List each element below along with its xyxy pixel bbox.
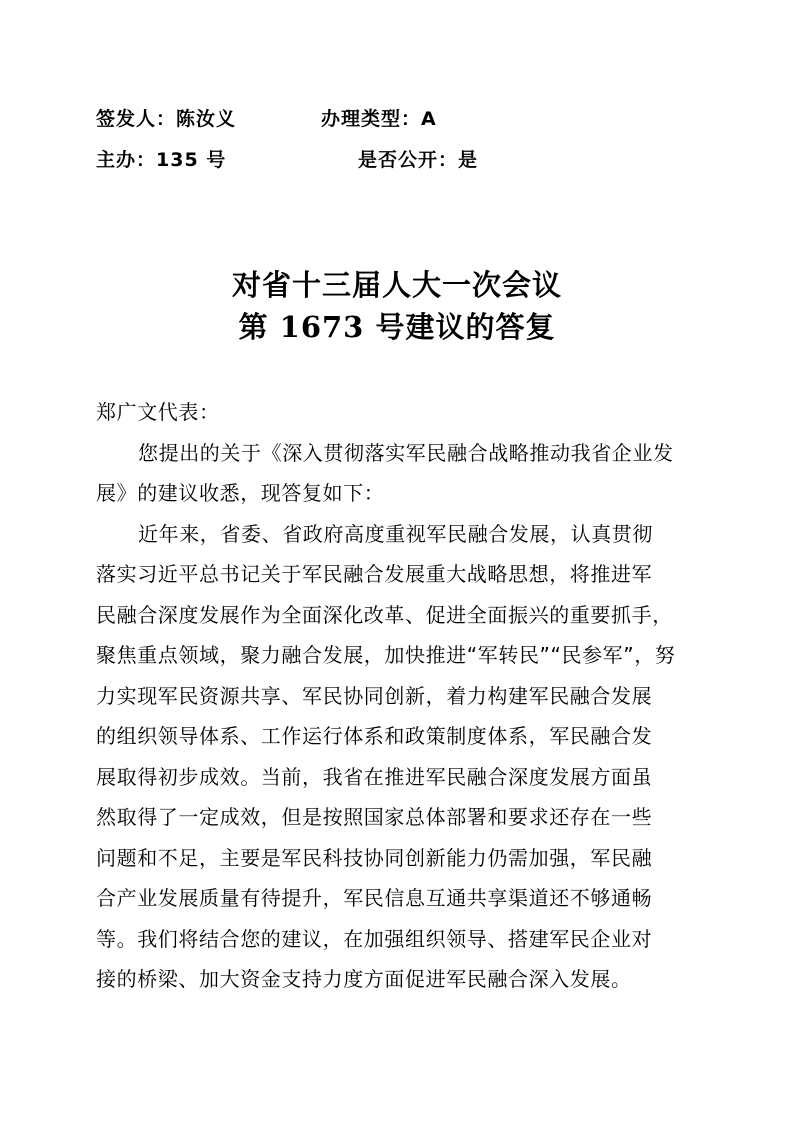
paragraph-1-line: 展》的建议收悉，现答复如下：: [96, 481, 385, 505]
public-status-field: 是否公开：是: [358, 149, 479, 171]
paragraph-2-line: 问题和不足，主要是军民科技协同创新能力仍需加强，军民融: [96, 845, 653, 870]
document-title-line-1: 对省十三届人大一次会议: [231, 268, 562, 302]
paragraph-2-line: 民融合深度发展作为全面深化改革、促进全面振兴的重要抓手，: [96, 602, 673, 627]
paragraph-2-line: 的组织领导体系、工作运行体系和政策制度体系，军民融合发: [96, 724, 653, 748]
document-body: [96, 392, 706, 1000]
paragraph-1-line: 您提出的关于《深入贯彻落实军民融合战略推动我省企业发: [138, 440, 674, 465]
paragraph-2-line: 近年来，省委、省政府高度重视军民融合发展，认真贯彻: [138, 521, 653, 546]
paragraph-2-line: 合产业发展质量有待提升，军民信息互通共享渠道还不够通畅: [96, 886, 653, 910]
paragraph-2-line: 接的桥梁、加大资金支持力度方面促进军民融合深入发展。: [96, 967, 632, 991]
paragraph-2-line: 等。我们将结合您的建议，在加强组织领导、搭建军民企业对: [96, 926, 653, 951]
document-title-line-2: 第 1673 号建议的答复: [238, 310, 556, 344]
paragraph-2-line: 落实习近平总书记关于军民融合发展重大战略思想，将推进军: [96, 562, 653, 586]
host-number-field: 主办：135 号: [96, 149, 227, 171]
paragraph-2-line: 力实现军民资源共享、军民协同创新，着力构建军民融合发展: [96, 683, 653, 708]
paragraph-2-line: 聚焦重点领域，聚力融合发展，加快推进“军转民”“民参军”，努: [96, 643, 676, 667]
signer-field: 签发人：陈汝义: [96, 108, 237, 130]
handling-type-field: 办理类型：A: [321, 108, 437, 130]
salutation: 郑广文代表：: [96, 400, 220, 424]
paragraph-2-line: 然取得了一定成效，但是按照国家总体部署和要求还存在一些: [96, 805, 653, 829]
paragraph-2-line: 展取得初步成效。当前，我省在推进军民融合深度发展方面虽: [96, 764, 653, 789]
